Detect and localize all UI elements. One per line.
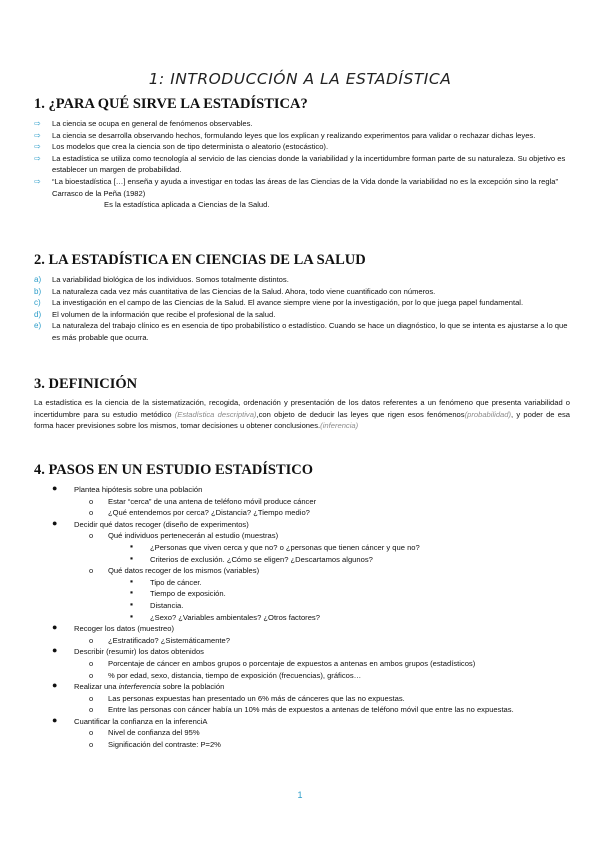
list-item: a) La variabilidad biológica de los individuos. Somos totalmente distintos. (34, 275, 289, 284)
list-item: ● Realizar una interferencia sobre la población (52, 680, 225, 692)
list-item: o Qué datos recoger de los mismos (variables) (89, 566, 260, 576)
document-title: 1: INTRODUCCIÓN A LA ESTADÍSTICA (148, 70, 452, 88)
bullet-icon: ● (52, 483, 58, 493)
list-item: ▪ Tiempo de exposición. (130, 587, 226, 599)
arrow-right-icon: ⇨ (34, 153, 41, 163)
section-1-list (34, 118, 570, 211)
page-number: 1 (297, 790, 303, 800)
circle-bullet-icon: o (89, 531, 94, 541)
circle-bullet-icon: o (89, 740, 94, 750)
list-item: ▪ Criterios de exclusión. ¿Cómo se eligen? ¿Descartamos algunos? (130, 552, 373, 564)
square-bullet-icon: ▪ (130, 540, 134, 551)
list-item: ▪ ¿Sexo? ¿Variables ambientales? ¿Otros factores? (130, 610, 320, 622)
list-item: ⇨ La estadística se utiliza como tecnología al servicio de las ciencias donde la variabilidad y la incertidumbre forman parte de su naturaleza. Su objetivo es establecer un margen de probabilidad. (34, 153, 566, 175)
list-marker: d) (34, 309, 42, 319)
circle-bullet-icon: o (89, 508, 94, 518)
list-item: e) La naturaleza del trabajo clínico es en esencia de tipo probabilístico o estadístico. Cuando se hace un diagnóstico, lo que se intenta es ajustarse a lo que es más probable que ocurra. (34, 321, 568, 342)
list-item: o Qué individuos pertenecerán al estudio (muestras) (89, 531, 279, 541)
probability-note: (probabilidad) (464, 409, 512, 419)
list-item: ▪ ¿Personas que viven cerca y que no? o ¿personas que tienen cáncer y que no? (130, 540, 420, 552)
list-item: ⇨ La ciencia se desarrolla observando hechos, formulando leyes que los explican y realizando experimentos para validar o rechazar dichas leyes. (34, 130, 536, 140)
list-marker: c) (34, 298, 41, 308)
circle-bullet-icon: o (89, 705, 94, 715)
section-1-heading: 1. ¿PARA QUÉ SIRVE LA ESTADÍSTICA? (34, 96, 308, 112)
section-2-list (34, 274, 570, 344)
list-item: o Significación del contraste: P=2% (89, 740, 221, 750)
circle-bullet-icon: o (89, 658, 94, 668)
square-bullet-icon: ▪ (130, 575, 134, 586)
square-bullet-icon: ▪ (130, 552, 134, 563)
bullet-icon: ● (52, 517, 58, 528)
list-marker: a) (34, 275, 42, 284)
section-2-heading: 2. LA ESTADÍSTICA EN CIENCIAS DE LA SALUD (34, 252, 366, 268)
square-bullet-icon: ▪ (130, 587, 134, 598)
arrow-right-icon: ⇨ (34, 119, 41, 128)
section-4-heading: 4. PASOS EN UN ESTUDIO ESTADÍSTICO (34, 462, 314, 478)
list-item: ● Cuantificar la confianza en la inferenciA (52, 714, 208, 726)
list-item: o ¿Qué entendemos por cerca? ¿Distancia? ¿Tiempo medio? (89, 508, 310, 518)
list-item: ● Recoger los datos (muestreo) (52, 622, 175, 634)
list-item: c) La investigación en el campo de las Ciencias de la Salud. El avance siempre viene por la investigación, por lo que juega papel fundamental. (34, 298, 524, 308)
list-marker: b) (34, 286, 42, 296)
list-item: ⇨ “La bioestadística […] enseña y ayuda a investigar en todas las áreas de las Ciencias de la Vida donde la variabilidad no es la excepción sino la regla” Carrasco de la Peña (1982) (34, 176, 558, 198)
list-item: b) La naturaleza cada vez más cuantitativa de las Ciencias de la Salud. Ahora, todo viene cuantificado con números. (34, 286, 436, 296)
list-item: ⇨ Los modelos que crea la ciencia son de tipo determinista o aleatorio (estocástico). (34, 142, 329, 152)
square-bullet-icon: ▪ (130, 598, 134, 609)
descriptive-note: (Estadística descriptiva) (174, 409, 257, 419)
list-item: d) El volumen de la información que recibe el profesional de la salud. (34, 309, 276, 319)
circle-bullet-icon: o (89, 728, 94, 738)
list-item: ● Describir (resumir) los datos obtenidos (52, 645, 204, 657)
list-item: o Nivel de confianza del 95% (89, 728, 200, 738)
arrow-right-icon: ⇨ (34, 176, 41, 186)
list-item: o Porcentaje de cáncer en ambos grupos o porcentaje de expuestos a antenas en ambos grupos (estadísticos) (89, 658, 476, 668)
definition-paragraph: La estadística es la ciencia de la sistematización, recogida, ordenación y presentación de los datos referentes a un fenómeno que presenta variabilidad o incertidumbre para su estudio metódico (Estadística descriptiva),con objeto de deducir las leyes que rigen esos fenómenos(probabilidad), y poder de esa forma hacer previsiones sobre los mismos, tomar decisiones u obtener conclusiones.(inferencia) (34, 398, 570, 431)
section-3-heading: 3. DEFINICIÓN (34, 376, 138, 392)
list-item: ▪ Distancia. (130, 598, 184, 610)
inference-note: (inferencia) (320, 421, 359, 431)
list-item: o Entre las personas con cáncer había un 10% más de expuestos a antenas de teléfono móvil que entre las no expuestas. (89, 705, 514, 715)
list-item: ▪ Tipo de cáncer. (130, 575, 202, 587)
circle-bullet-icon: o (89, 635, 94, 645)
circle-bullet-icon: o (89, 693, 94, 703)
list-item: o Estar “cerca” de una antena de teléfono móvil produce cáncer (89, 496, 317, 506)
list-item: ⇨ La ciencia se ocupa en general de fenómenos observables. (34, 119, 253, 128)
bullet-icon: ● (52, 680, 58, 691)
section-4-list (34, 484, 570, 751)
arrow-right-icon: ⇨ (34, 142, 41, 152)
bullet-icon: ● (52, 645, 58, 656)
list-item: ● Plantea hipótesis sobre una población (52, 483, 203, 494)
circle-bullet-icon: o (89, 566, 94, 576)
bullet-icon: ● (52, 622, 58, 633)
square-bullet-icon: ▪ (130, 610, 134, 621)
section-1-note: Es la estadística aplicada a Ciencias de la Salud. (104, 200, 270, 210)
circle-bullet-icon: o (89, 670, 94, 680)
list-item: o % por edad, sexo, distancia, tiempo de exposición (frecuencias), gráficos… (89, 670, 362, 680)
list-marker: e) (34, 321, 42, 331)
bullet-icon: ● (52, 714, 58, 725)
circle-bullet-icon: o (89, 496, 94, 506)
list-item: o Las personas expuestas han presentado un 6% más de cánceres que las no expuestas. (89, 693, 405, 703)
arrow-right-icon: ⇨ (34, 130, 41, 140)
list-item: o ¿Estratificado? ¿Sistemáticamente? (89, 635, 230, 645)
list-item: ● Decidir qué datos recoger (diseño de experimentos) (52, 517, 249, 529)
